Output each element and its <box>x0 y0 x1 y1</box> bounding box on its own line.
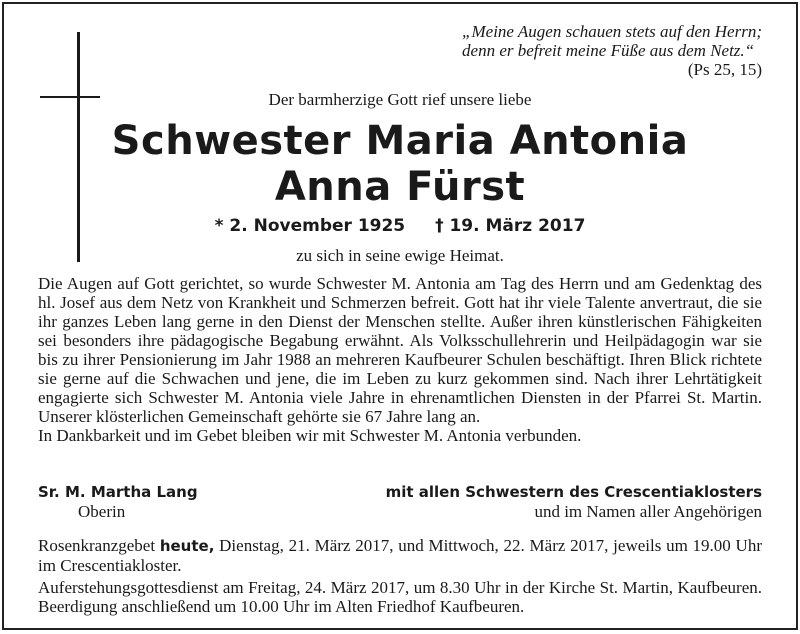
thanks-line: In Dankbarkeit und im Gebet bleiben wir mit Schwester M. Antonia verbunden. <box>38 426 582 445</box>
quote-line-2: denn er befreit meine Füße aus dem Netz.“ <box>462 41 755 60</box>
psalm-quote <box>462 22 762 79</box>
rosary-announcement <box>38 536 762 575</box>
birth-date: * 2. November 1925 <box>214 216 406 236</box>
relatives-line: und im Namen aller Angehörigen <box>534 502 762 521</box>
signer-role: Oberin <box>78 502 126 521</box>
deceased-name-line-1: Schwester Maria Antonia <box>111 118 689 164</box>
heimat-text: zu sich in seine ewige Heimat. <box>296 246 504 265</box>
funeral-announcement: Auferstehungsgottesdienst am Freitag, 24. März 2017, um 8.30 Uhr in der Kirche St. Martin, Kaufbeuren. Beerdigung anschließend um 10.00 Uhr im Alten Friedhof Kaufbeuren. <box>38 578 762 616</box>
quote-reference: (Ps 25, 15) <box>687 60 762 79</box>
obituary-notice <box>2 2 798 630</box>
rosary-prefix: Rosenkranzgebet <box>38 536 156 555</box>
signer-name: Sr. M. Martha Lang <box>38 483 198 501</box>
rosary-today: heute, <box>159 537 215 555</box>
death-date: † 19. März 2017 <box>435 216 586 236</box>
community-line: mit allen Schwestern des Crescentiaklosters <box>385 483 762 501</box>
life-dates <box>4 216 796 236</box>
intro-text: Der barmherzige Gott rief unsere liebe <box>268 90 532 109</box>
body-paragraph: Die Augen auf Gott gerichtet, so wurde Schwester M. Antonia am Tag des Herrn und am Gedenktag des hl. Josef aus dem Netz von Krankheit und Schmerzen befreit. Gott hat ihr viele Talente anvertraut, die sie ihr ganzes Leben lang gerne in den Dienst der Menschen stellte. Außer ihren künstlerischen Fähigkeiten sei besonders ihre pädagogische Begabung erwähnt. Als Volksschullehrerin und Heilpädagogin war sie bis zu ihrer Pensionierung im Jahr 1988 an mehreren Kaufbeurer Schulen beschäftigt. Ihren Blick richtete sie gerne auf die Schwachen und jene, die im Leben zu kurz gekommen sind. Nach ihrer Lehrtätigkeit engagierte sich Schwester M. Antonia viele Jahre in ehrenamtlichen Diensten in der Pfarrei St. Martin. Unserer klösterlichen Gemeinschaft gehörte sie 67 Jahre lang an. <box>38 274 762 426</box>
deceased-name-line-2: Anna Fürst <box>274 164 526 210</box>
rosary-details: Dienstag, 21. März 2017, und Mittwoch, 22. März 2017, jeweils um 19.00 Uhr im Crescentiakloster. <box>38 536 762 575</box>
quote-line-1: „Meine Augen schauen stets auf den Herrn; <box>462 22 762 41</box>
obituary-body <box>38 274 762 445</box>
